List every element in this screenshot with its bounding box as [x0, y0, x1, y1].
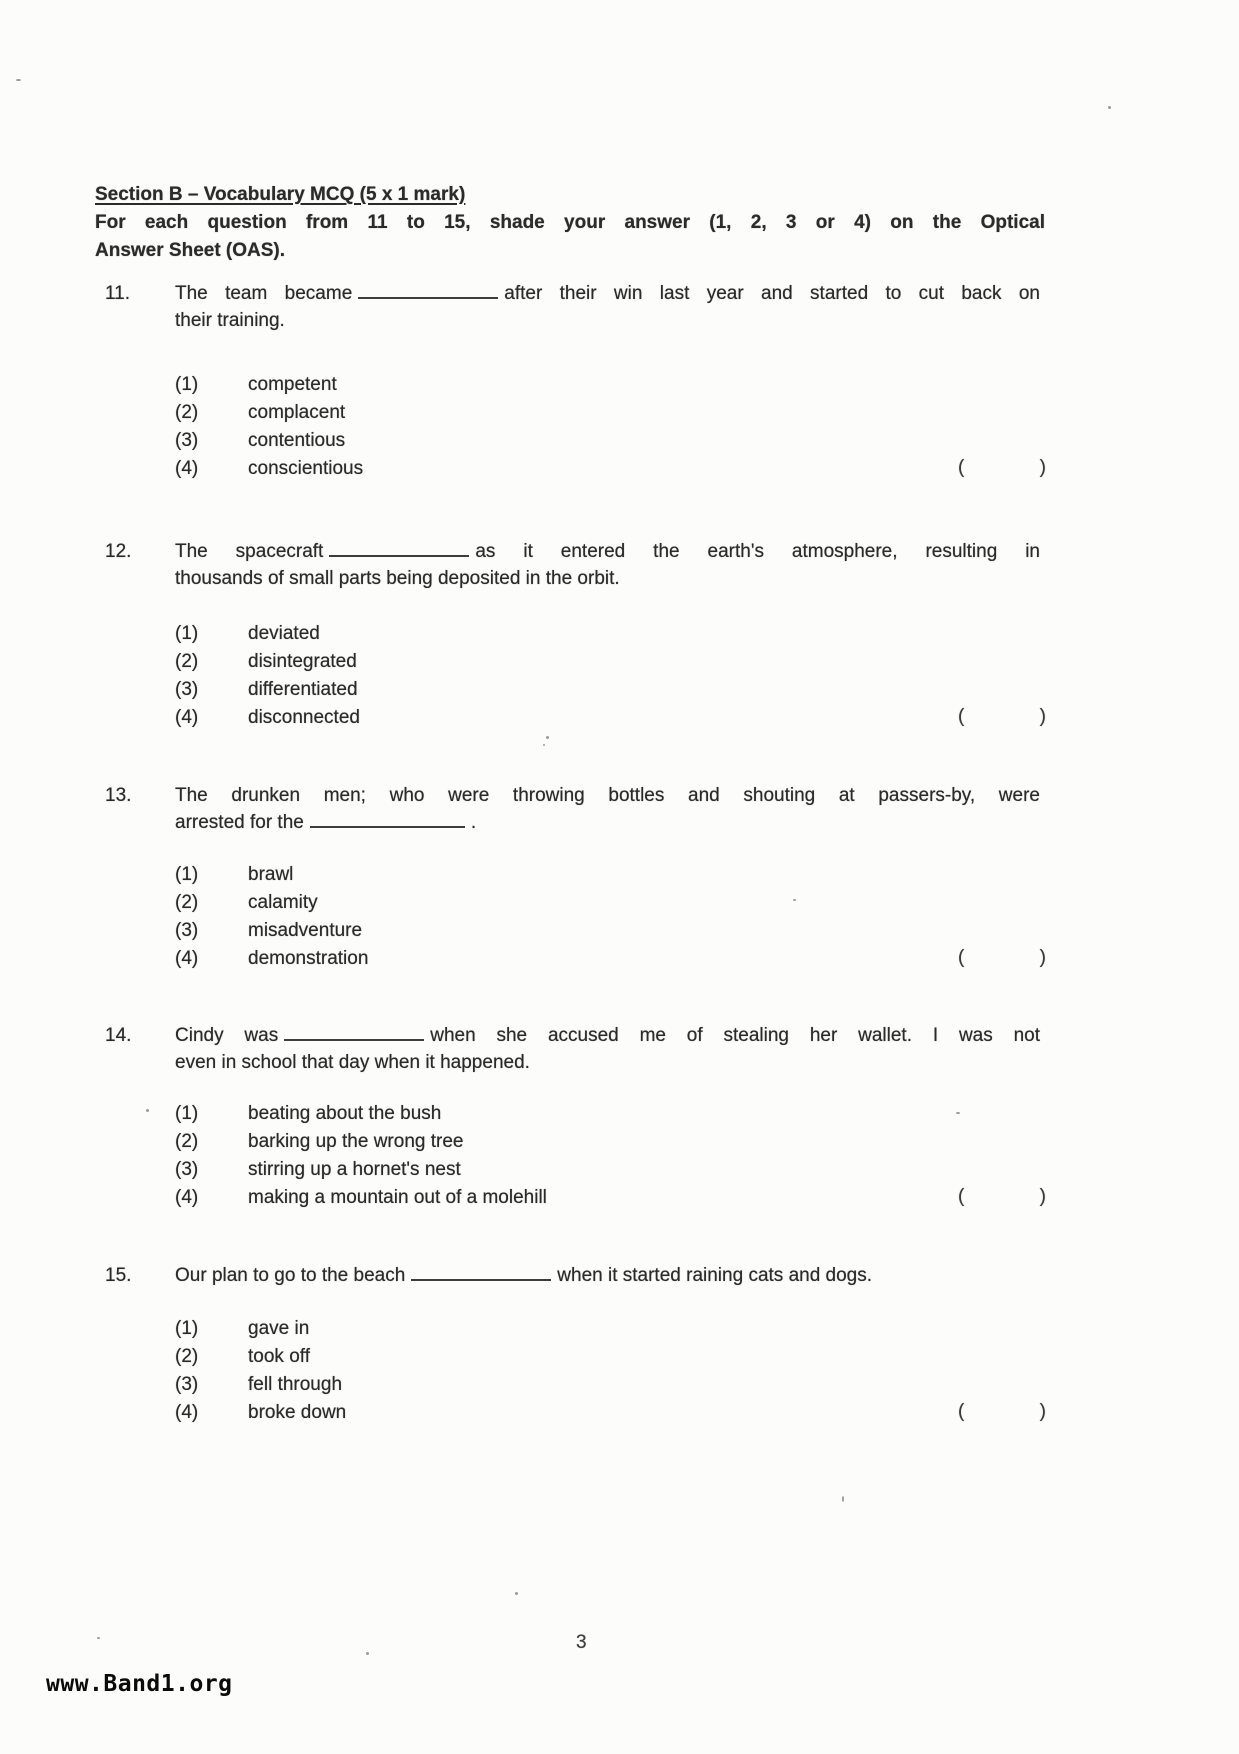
question-15 — [105, 1262, 1055, 1427]
option-number: (4) — [175, 458, 199, 479]
answer-blank — [310, 812, 465, 828]
question-11 — [105, 280, 1055, 483]
options-list — [175, 620, 1055, 732]
scan-speck — [546, 736, 549, 739]
option-row — [175, 1399, 1055, 1427]
option-label: disconnected — [248, 707, 360, 728]
question-text: The spacecraft as it entered the earth's atmosphere, resulting in thousands of small parts being deposited in the orbit. — [175, 541, 1041, 589]
option-row — [175, 1184, 1055, 1212]
option-row — [175, 1100, 1055, 1128]
option-row — [175, 620, 1055, 648]
option-label: barking up the wrong tree — [248, 1131, 464, 1152]
option-number: (1) — [175, 623, 199, 644]
option-number: (2) — [175, 402, 199, 423]
option-row — [175, 917, 1055, 945]
option-row — [175, 1371, 1055, 1399]
option-row — [175, 648, 1055, 676]
option-number: (1) — [175, 1103, 199, 1124]
answer-blank — [411, 1265, 551, 1281]
option-number: (3) — [175, 1159, 199, 1180]
option-label: fell through — [248, 1374, 343, 1395]
option-row — [175, 861, 1055, 889]
option-label: differentiated — [248, 679, 358, 700]
option-number: (4) — [175, 948, 199, 969]
question-number: 11. — [105, 283, 131, 304]
question-number: 13. — [105, 785, 132, 806]
option-number: (2) — [175, 1346, 199, 1367]
options-list — [175, 371, 1055, 483]
answer-bracket: ( ) — [958, 947, 1046, 968]
answer-bracket: ( ) — [958, 1186, 1046, 1207]
instructions-line-1: For each question from 11 to 15, shade your answer (1, 2, 3 or 4) on the Optical — [95, 212, 1045, 233]
option-number: (4) — [175, 707, 199, 728]
option-number: (1) — [175, 374, 199, 395]
option-label: making a mountain out of a molehill — [248, 1187, 547, 1208]
option-label: took off — [248, 1346, 310, 1367]
option-label: contentious — [248, 430, 346, 451]
question-number: 12. — [105, 541, 132, 562]
scan-speck — [146, 1109, 149, 1112]
option-label: deviated — [248, 623, 320, 644]
option-number: (3) — [175, 679, 199, 700]
options-list — [175, 861, 1055, 973]
scan-speck — [842, 1496, 844, 1502]
option-number: (2) — [175, 892, 199, 913]
section-title: Section B – Vocabulary MCQ (5 x 1 mark) — [95, 184, 466, 205]
answer-blank — [284, 1025, 424, 1041]
option-row — [175, 455, 1055, 483]
option-row — [175, 1315, 1055, 1343]
question-text: The drunken men; who were throwing bottles and shouting at passers-by, were arrested for the . — [175, 785, 1040, 833]
option-row — [175, 945, 1055, 973]
question-text: Our plan to go to the beach when it started raining cats and dogs. — [175, 1265, 873, 1286]
option-row — [175, 1156, 1055, 1184]
question-text: Cindy was when she accused me of stealing her wallet. I was not even in school that day when it happened. — [175, 1025, 1040, 1073]
answer-bracket: ( ) — [958, 1401, 1046, 1422]
option-label: misadventure — [248, 920, 363, 941]
question-13 — [105, 782, 1055, 973]
option-number: (2) — [175, 651, 199, 672]
options-list — [175, 1315, 1055, 1427]
option-label: competent — [248, 374, 337, 395]
scan-speck — [97, 1637, 100, 1639]
option-row — [175, 371, 1055, 399]
question-text: The team became after their win last year and started to cut back on their training. — [175, 283, 1040, 331]
option-row — [175, 676, 1055, 704]
option-label: brawl — [248, 864, 294, 885]
option-number: (1) — [175, 864, 199, 885]
answer-blank — [358, 283, 498, 299]
option-label: broke down — [248, 1402, 347, 1423]
options-list — [175, 1100, 1055, 1212]
option-label: conscientious — [248, 458, 364, 479]
option-label: complacent — [248, 402, 346, 423]
option-number: (2) — [175, 1131, 199, 1152]
option-number: (3) — [175, 1374, 199, 1395]
option-number: (1) — [175, 1318, 199, 1339]
answer-bracket: ( ) — [958, 457, 1046, 478]
option-label: demonstration — [248, 948, 369, 969]
scan-speck — [956, 1112, 960, 1114]
scan-speck — [16, 79, 21, 81]
instructions-line-2: Answer Sheet (OAS). — [95, 240, 286, 261]
question-number: 14. — [105, 1025, 132, 1046]
option-number: (3) — [175, 430, 199, 451]
option-number: (4) — [175, 1187, 199, 1208]
scan-speck — [793, 899, 796, 901]
scan-speck — [543, 744, 545, 746]
option-number: (3) — [175, 920, 199, 941]
section-header — [95, 181, 1045, 265]
option-label: gave in — [248, 1318, 310, 1339]
answer-blank — [329, 541, 469, 557]
question-12 — [105, 538, 1055, 732]
scan-speck — [1108, 106, 1111, 109]
page-number: 3 — [576, 1632, 587, 1653]
option-row — [175, 1343, 1055, 1371]
scan-speck — [366, 1652, 369, 1655]
option-row — [175, 399, 1055, 427]
question-number: 15. — [105, 1265, 132, 1286]
option-row — [175, 427, 1055, 455]
watermark: www.Band1.org — [46, 1671, 233, 1697]
option-number: (4) — [175, 1402, 199, 1423]
answer-bracket: ( ) — [958, 706, 1046, 727]
option-label: stirring up a hornet's nest — [248, 1159, 461, 1180]
option-label: calamity — [248, 892, 318, 913]
option-row — [175, 1128, 1055, 1156]
option-row — [175, 704, 1055, 732]
option-label: disintegrated — [248, 651, 357, 672]
scan-speck — [515, 1592, 518, 1595]
option-row — [175, 889, 1055, 917]
option-label: beating about the bush — [248, 1103, 442, 1124]
question-14 — [105, 1022, 1055, 1212]
